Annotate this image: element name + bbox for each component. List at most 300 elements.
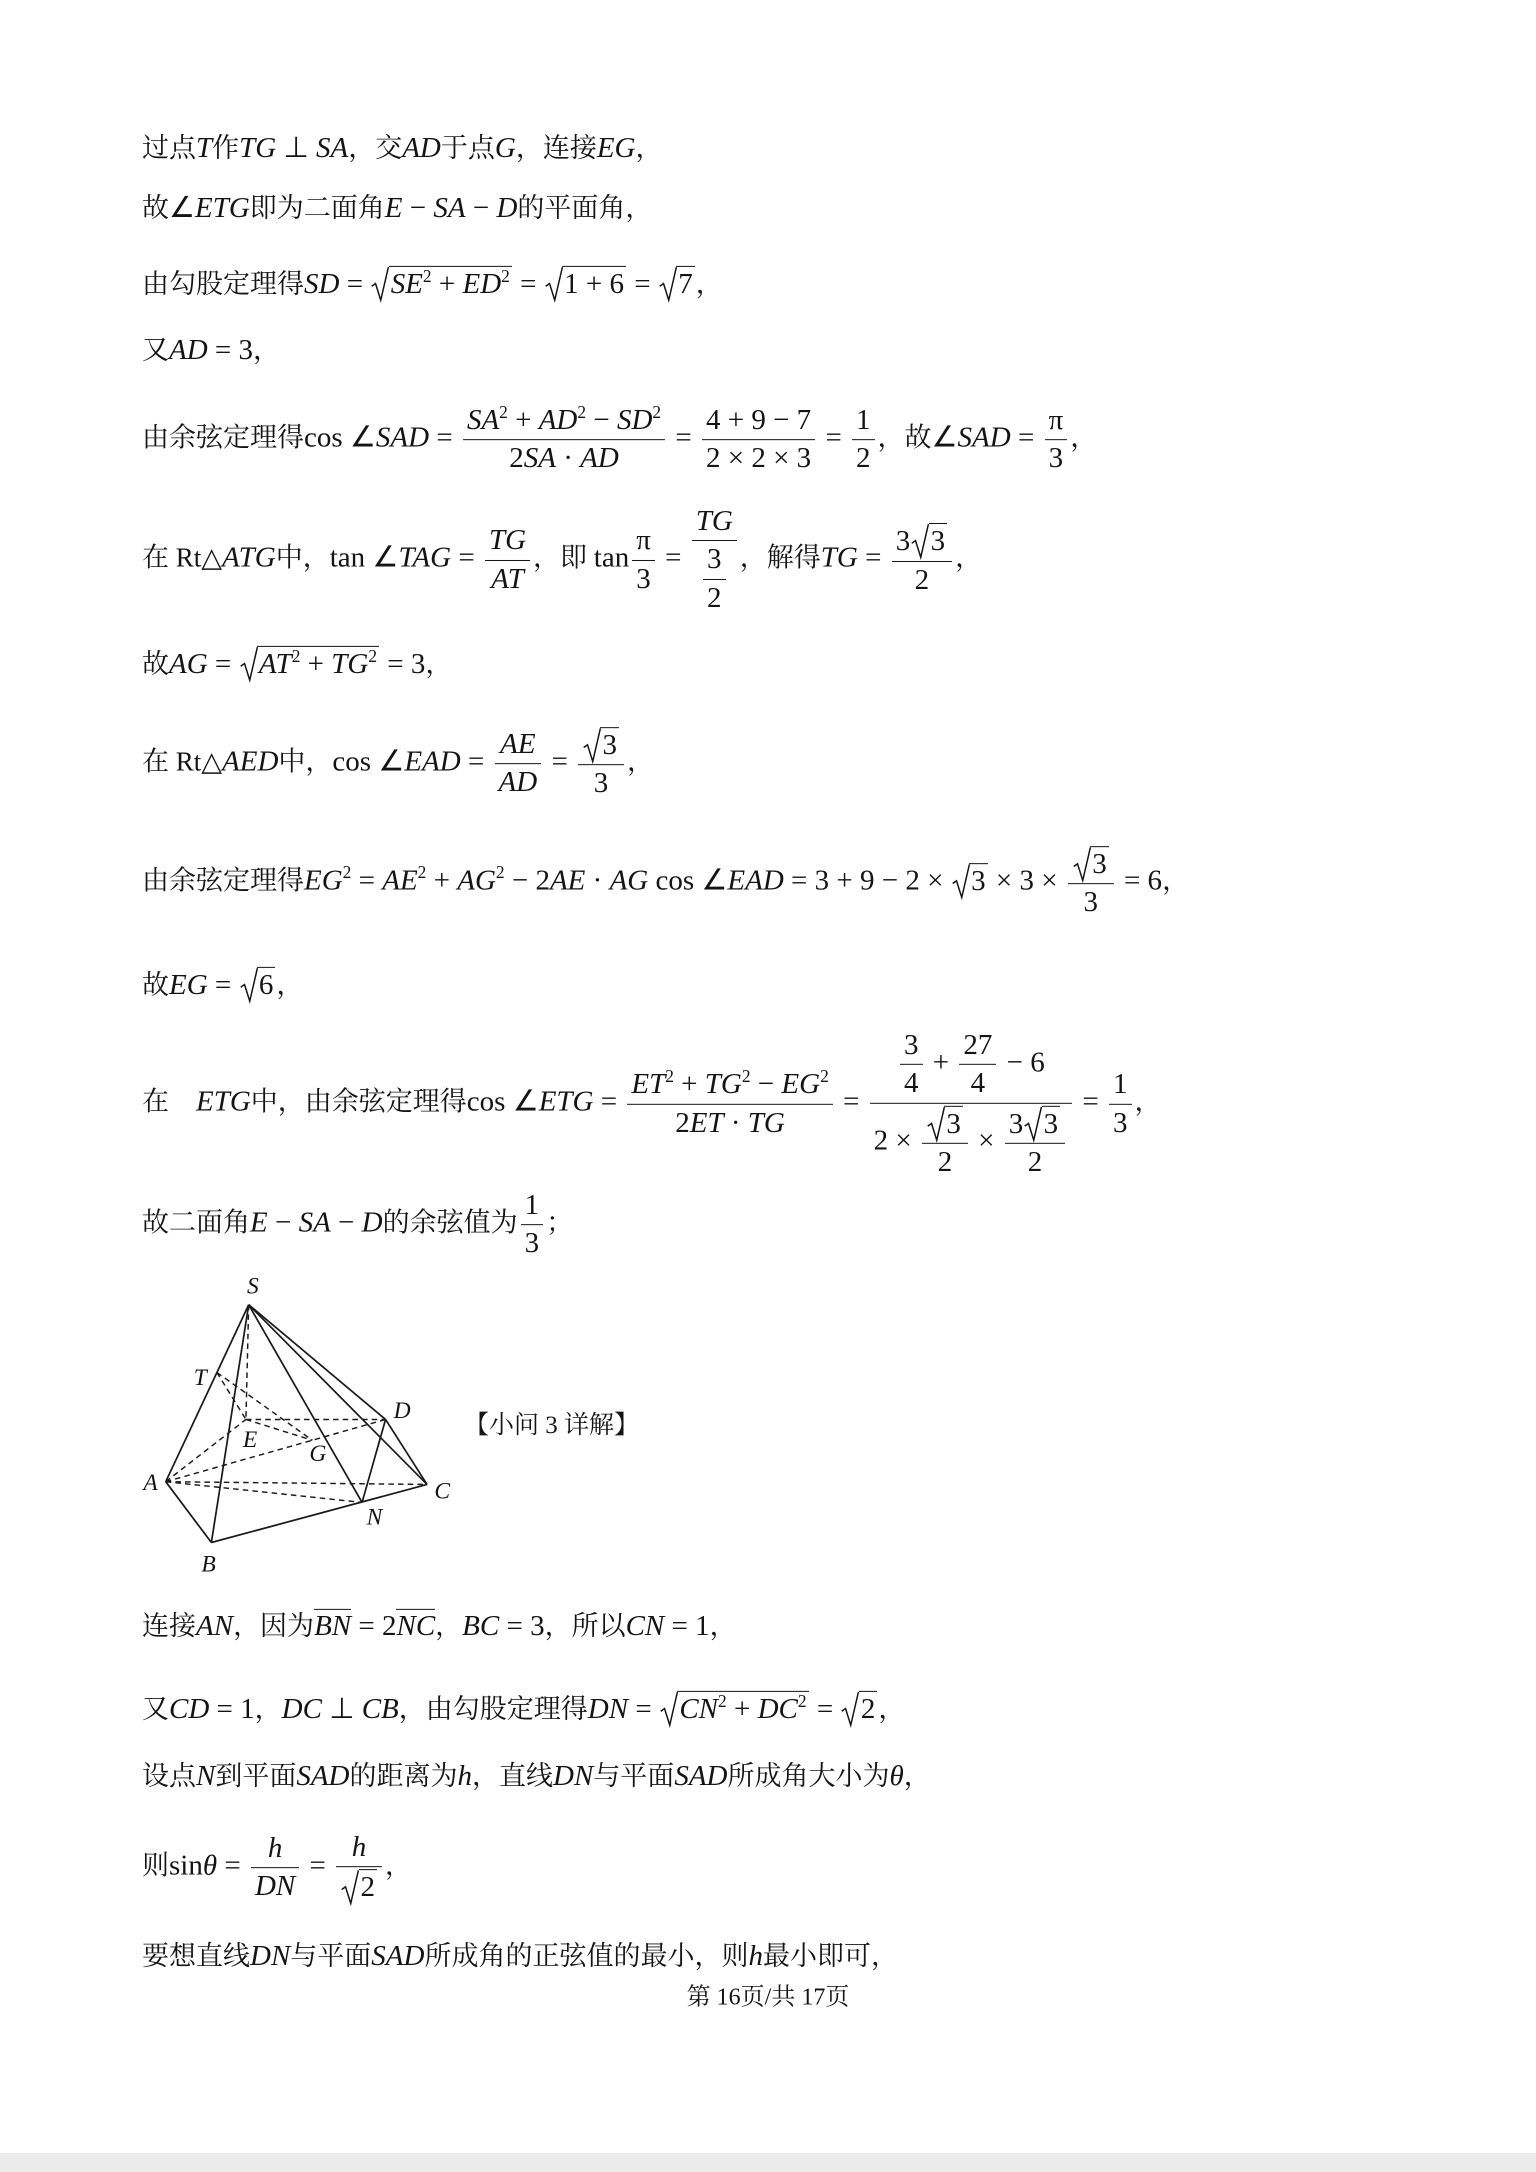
math-variable: TG bbox=[488, 524, 527, 557]
text-run: 最小即可， bbox=[762, 1940, 898, 1971]
math-superscript: 2 bbox=[342, 862, 352, 883]
math-variable: θ bbox=[202, 1849, 218, 1882]
math-symbol: − bbox=[330, 1206, 362, 1239]
edge-AN bbox=[166, 1482, 362, 1503]
math-symbol: 3 bbox=[904, 1028, 919, 1061]
radicand bbox=[969, 863, 988, 898]
math-symbol: 2 bbox=[914, 563, 930, 596]
radicand bbox=[929, 523, 948, 558]
text-run: 过点 bbox=[142, 132, 196, 163]
math-symbol: 4 bbox=[970, 1067, 986, 1100]
math-variable: TG bbox=[331, 647, 369, 680]
math-variable: D bbox=[496, 191, 518, 224]
fraction-numerator bbox=[1045, 404, 1068, 440]
edge-SA bbox=[166, 1305, 249, 1482]
math-symbol: × bbox=[970, 1124, 1002, 1156]
math-square-root bbox=[952, 863, 988, 898]
edge-AC bbox=[166, 1482, 427, 1485]
edge-SC bbox=[249, 1305, 427, 1485]
radical-sign-icon bbox=[659, 266, 676, 301]
math-fraction bbox=[852, 404, 875, 476]
fraction-numerator bbox=[703, 543, 726, 579]
math-symbol: 2 × bbox=[873, 1124, 919, 1156]
math-symbol: cos ∠ bbox=[304, 421, 376, 454]
page-footer: 第 16页/共 17页 bbox=[686, 1984, 850, 2011]
math-symbol: − bbox=[750, 1068, 782, 1101]
solution-line bbox=[142, 1831, 412, 1905]
math-symbol: = bbox=[628, 1692, 659, 1725]
math-symbol: = bbox=[809, 1692, 841, 1725]
math-variable: ETG bbox=[195, 191, 250, 224]
math-symbol: 3 bbox=[1113, 1106, 1128, 1139]
math-symbol: cos ∠ bbox=[332, 745, 405, 778]
text-run: 中， bbox=[278, 746, 333, 777]
fraction-numerator bbox=[959, 1029, 996, 1065]
text-run: 到平面 bbox=[215, 1760, 297, 1791]
math-variable: AG bbox=[609, 864, 649, 897]
bottom-scan-band bbox=[0, 2153, 1536, 2172]
math-fraction bbox=[692, 505, 737, 615]
edge-TG bbox=[217, 1372, 312, 1440]
math-superscript: 2 bbox=[368, 645, 378, 666]
math-superscript: 2 bbox=[820, 1065, 829, 1086]
math-symbol: 2 bbox=[1027, 1145, 1043, 1178]
edge-SN bbox=[249, 1305, 362, 1503]
text-run: ，所以 bbox=[544, 1610, 626, 1641]
math-variable: CN bbox=[679, 1692, 719, 1725]
math-symbol: 3 bbox=[930, 525, 946, 558]
math-symbol: 3 bbox=[524, 1227, 540, 1260]
math-square-root bbox=[371, 266, 512, 301]
radicand bbox=[859, 1691, 878, 1726]
math-superscript: 2 bbox=[652, 401, 662, 422]
solution-line bbox=[142, 646, 452, 682]
math-variable: h bbox=[748, 1939, 763, 1972]
math-symbol: = 3 bbox=[380, 647, 426, 680]
text-run: ， bbox=[435, 1610, 463, 1641]
math-symbol: = 2 bbox=[351, 1609, 397, 1642]
math-symbol: 3 bbox=[895, 525, 911, 558]
math-symbol: 1 bbox=[856, 404, 871, 437]
fraction-numerator bbox=[251, 1832, 299, 1868]
edge-SB bbox=[211, 1305, 248, 1543]
math-symbol: 3 bbox=[1048, 442, 1064, 475]
text-run: ， bbox=[709, 1610, 737, 1641]
fraction-numerator bbox=[900, 1029, 923, 1065]
math-symbol: 2 bbox=[675, 1106, 690, 1139]
radicand bbox=[562, 266, 626, 301]
math-symbol: 4 bbox=[904, 1067, 919, 1100]
radical-sign-icon bbox=[371, 266, 388, 301]
math-variable: SD bbox=[304, 267, 340, 300]
math-symbol: ⊥ bbox=[321, 1692, 362, 1725]
fraction-denominator bbox=[900, 1065, 923, 1100]
math-variable: EG bbox=[304, 864, 343, 897]
text-run: 与平面 bbox=[593, 1760, 675, 1791]
fraction-numerator bbox=[892, 523, 952, 561]
fraction-denominator bbox=[578, 766, 624, 801]
text-run: ， bbox=[878, 1693, 906, 1724]
math-symbol: × 3 × bbox=[988, 864, 1065, 897]
text-run: ，解得 bbox=[739, 542, 821, 573]
math-symbol: 1 bbox=[524, 1189, 540, 1222]
math-variable: TG bbox=[820, 541, 858, 574]
math-symbol: 2 bbox=[360, 1871, 375, 1904]
radicand bbox=[944, 1106, 963, 1141]
fraction-denominator bbox=[702, 441, 815, 476]
fraction-denominator bbox=[870, 1104, 1073, 1180]
text-run: 中，由余弦定理得 bbox=[250, 1086, 467, 1117]
pyramid-figure bbox=[138, 1266, 470, 1584]
math-variable: ET bbox=[689, 1106, 724, 1139]
math-variable: SAD bbox=[674, 1759, 728, 1792]
math-variable: h bbox=[457, 1759, 473, 1792]
math-variable: ED bbox=[462, 267, 502, 300]
text-run: 又 bbox=[142, 334, 169, 365]
math-variable: ETG bbox=[538, 1085, 594, 1118]
math-symbol: 3 bbox=[1092, 848, 1107, 881]
text-run: ， bbox=[1162, 865, 1190, 896]
solution-line bbox=[142, 727, 654, 801]
math-symbol: 6 bbox=[258, 968, 274, 1001]
edge-AE bbox=[166, 1419, 246, 1481]
math-fraction bbox=[1045, 404, 1068, 476]
math-variable: SA bbox=[298, 1206, 331, 1239]
text-run: 要想直线 bbox=[142, 1940, 250, 1971]
text-run: 连接 bbox=[142, 1610, 196, 1641]
math-symbol: = bbox=[302, 1849, 334, 1882]
math-variable: AE bbox=[382, 864, 418, 897]
math-variable: AT bbox=[258, 647, 292, 680]
radicand bbox=[359, 1870, 378, 1905]
math-symbol: = bbox=[460, 745, 492, 778]
math-vector: BN bbox=[314, 1609, 352, 1642]
math-symbol: cos ∠ bbox=[466, 1085, 539, 1118]
text-run: 故 bbox=[142, 648, 169, 679]
fraction-numerator bbox=[852, 404, 875, 440]
fraction-numerator bbox=[1005, 1106, 1065, 1144]
radicand bbox=[257, 967, 276, 1002]
fraction-numerator bbox=[336, 1831, 382, 1867]
math-variable: AE bbox=[549, 864, 586, 897]
math-fraction bbox=[578, 727, 624, 801]
math-superscript: 2 bbox=[422, 265, 432, 286]
fraction-numerator bbox=[463, 401, 665, 440]
fraction-denominator bbox=[1068, 885, 1114, 920]
math-superscript: 2 bbox=[501, 265, 510, 286]
text-run: 则 bbox=[142, 1850, 169, 1881]
radical-sign-icon bbox=[927, 1106, 944, 1141]
math-variable: DN bbox=[250, 1939, 291, 1972]
radical-sign-icon bbox=[240, 646, 257, 681]
math-variable: TAG bbox=[398, 541, 452, 574]
math-symbol: 3 bbox=[1043, 1107, 1059, 1140]
math-symbol: = 3 bbox=[499, 1609, 545, 1642]
math-symbol: ⊥ bbox=[276, 131, 316, 164]
radical-sign-icon bbox=[545, 266, 562, 301]
math-fraction bbox=[336, 1831, 382, 1905]
text-run: ， bbox=[1134, 1086, 1162, 1117]
text-run: ， bbox=[425, 648, 453, 679]
math-fraction bbox=[521, 1189, 544, 1261]
math-symbol: = bbox=[1075, 1085, 1106, 1118]
math-symbol: = bbox=[626, 267, 658, 300]
math-symbol: − bbox=[586, 404, 617, 437]
math-variable: DC bbox=[281, 1692, 322, 1725]
fraction-denominator bbox=[959, 1065, 996, 1100]
text-run: ，交 bbox=[348, 132, 403, 163]
math-symbol: = bbox=[217, 1849, 248, 1882]
math-variable: AD bbox=[169, 333, 208, 366]
math-variable: SAD bbox=[296, 1759, 350, 1792]
math-symbol: ∠ bbox=[931, 421, 958, 454]
math-variable: SAD bbox=[371, 1939, 425, 1972]
text-run: 由余弦定理得 bbox=[142, 422, 304, 453]
math-variable: E bbox=[250, 1206, 268, 1239]
text-run: 故二面角 bbox=[142, 1207, 250, 1238]
math-symbol: 3 bbox=[1008, 1107, 1024, 1140]
math-symbol: = bbox=[1010, 421, 1042, 454]
math-symbol: = bbox=[668, 421, 699, 454]
edge-AB bbox=[166, 1482, 212, 1543]
text-run: ，即 bbox=[533, 542, 594, 573]
math-fraction bbox=[1109, 1068, 1132, 1140]
math-variable: DC bbox=[757, 1692, 798, 1725]
math-square-root bbox=[927, 1106, 963, 1141]
text-run: ， bbox=[1070, 422, 1098, 453]
text-run: 的余弦值为 bbox=[382, 1207, 518, 1238]
fraction-numerator bbox=[495, 728, 542, 764]
text-run: 作 bbox=[212, 132, 240, 163]
math-variable: SE bbox=[390, 267, 423, 300]
solution-line bbox=[142, 1691, 905, 1727]
math-symbol: 2 bbox=[856, 442, 871, 475]
math-symbol: 2 bbox=[509, 442, 524, 475]
math-symbol: + bbox=[507, 404, 539, 437]
math-symbol: = 1 bbox=[664, 1609, 710, 1642]
math-square-root bbox=[341, 1870, 377, 1905]
math-symbol: tan ∠ bbox=[329, 541, 399, 574]
math-variable: T bbox=[196, 131, 213, 164]
text-run: 在 Rt△ bbox=[142, 746, 223, 777]
math-symbol: − 6 bbox=[999, 1046, 1045, 1079]
fraction-numerator bbox=[627, 1065, 832, 1104]
text-run: ， bbox=[253, 334, 281, 365]
math-superscript: 2 bbox=[797, 1690, 807, 1711]
math-square-root bbox=[841, 1691, 877, 1726]
radicand bbox=[1090, 846, 1109, 881]
math-variable: SAD bbox=[957, 421, 1011, 454]
fraction-numerator bbox=[632, 524, 655, 560]
math-symbol: 3 bbox=[946, 1107, 961, 1140]
text-run: ； bbox=[546, 1207, 574, 1238]
text-run: 与平面 bbox=[290, 1940, 372, 1971]
text-run: ， bbox=[903, 1760, 931, 1791]
text-run: 在 Rt△ bbox=[142, 542, 223, 573]
solution-line bbox=[142, 401, 1098, 476]
math-variable: AG bbox=[457, 864, 496, 897]
math-variable: AN bbox=[196, 1609, 234, 1642]
math-symbol: = bbox=[451, 541, 482, 574]
radical-sign-icon bbox=[1073, 846, 1090, 881]
math-symbol: 4 + 9 − 7 bbox=[705, 404, 812, 437]
math-symbol: = bbox=[339, 267, 371, 300]
figure-label-D: D bbox=[393, 1398, 411, 1425]
radical-sign-icon bbox=[841, 1691, 858, 1726]
math-symbol: ∠ bbox=[169, 191, 195, 224]
math-fraction bbox=[892, 523, 952, 597]
fraction-numerator bbox=[702, 404, 815, 440]
fraction-denominator bbox=[251, 1869, 299, 1904]
fraction-denominator bbox=[336, 1868, 382, 1905]
math-fraction bbox=[485, 524, 530, 596]
solution-line bbox=[142, 505, 982, 615]
fraction-denominator bbox=[495, 765, 542, 800]
math-variable: SD bbox=[616, 404, 653, 437]
fraction-denominator bbox=[922, 1144, 968, 1179]
fraction-denominator bbox=[485, 561, 530, 596]
math-fraction bbox=[463, 401, 665, 476]
section-heading: 【小问 3 详解】 bbox=[464, 1412, 640, 1439]
math-symbol: sin bbox=[169, 1849, 203, 1882]
text-run: 所成角的正弦值的最小，则 bbox=[424, 1940, 749, 1971]
math-symbol: cos ∠ bbox=[648, 864, 728, 897]
figure-label-G: G bbox=[309, 1441, 327, 1468]
text-run: 又 bbox=[142, 1693, 169, 1724]
text-run: ， bbox=[955, 542, 983, 573]
solution-line bbox=[142, 1758, 931, 1794]
math-variable: TG bbox=[747, 1106, 785, 1139]
text-run: ， bbox=[276, 969, 304, 1000]
text-run: 设点 bbox=[142, 1760, 196, 1791]
math-symbol: 3 bbox=[971, 864, 986, 897]
math-symbol: = bbox=[207, 647, 239, 680]
radical-sign-icon bbox=[583, 727, 600, 762]
text-run: 由勾股定理得 bbox=[142, 268, 304, 299]
text-run: ，故 bbox=[877, 422, 932, 453]
text-run: ，直线 bbox=[472, 1760, 554, 1791]
math-variable: SAD bbox=[375, 421, 430, 454]
solution-line bbox=[142, 1189, 573, 1261]
math-symbol: = 1 bbox=[209, 1692, 255, 1725]
math-symbol: 2 bbox=[860, 1692, 876, 1725]
math-symbol: = 6 bbox=[1116, 864, 1163, 897]
math-fraction bbox=[627, 1065, 832, 1140]
math-variable: EG bbox=[781, 1068, 821, 1101]
radicand bbox=[1042, 1106, 1061, 1141]
math-variable: DN bbox=[553, 1759, 594, 1792]
math-symbol: 1 + 6 bbox=[564, 267, 624, 300]
math-variable: AD bbox=[580, 442, 619, 475]
text-run: 故 bbox=[142, 969, 169, 1000]
fraction-denominator bbox=[1045, 441, 1068, 476]
radicand bbox=[600, 727, 619, 762]
fraction-denominator bbox=[627, 1105, 832, 1140]
math-variable: ET bbox=[631, 1068, 666, 1101]
math-variable: AD bbox=[538, 404, 578, 437]
math-symbol: + bbox=[673, 1068, 705, 1101]
math-variable: EG bbox=[596, 131, 636, 164]
text-run: 于点 bbox=[440, 132, 495, 163]
radicand bbox=[257, 646, 379, 681]
radical-sign-icon bbox=[341, 1870, 358, 1905]
math-fraction bbox=[703, 543, 726, 615]
math-symbol: 3 bbox=[602, 729, 617, 762]
math-symbol: tan bbox=[593, 541, 630, 574]
text-run: 即为二面角 bbox=[249, 192, 385, 223]
math-symbol: + bbox=[925, 1046, 957, 1079]
solution-line bbox=[142, 266, 723, 302]
math-fraction bbox=[1005, 1106, 1065, 1180]
math-superscript: 2 bbox=[417, 862, 427, 883]
math-symbol: + bbox=[426, 864, 458, 897]
radicand bbox=[389, 266, 512, 301]
math-square-root bbox=[911, 523, 947, 558]
math-symbol: = bbox=[512, 267, 544, 300]
math-symbol: 3 bbox=[707, 543, 722, 576]
text-run: ，因为 bbox=[233, 1610, 315, 1641]
math-symbol: 2 × 2 × 3 bbox=[705, 442, 812, 475]
fraction-numerator bbox=[870, 1029, 1073, 1104]
math-symbol: 3 bbox=[1083, 886, 1098, 919]
math-symbol: 2 bbox=[707, 581, 722, 614]
math-square-root bbox=[545, 266, 626, 301]
radical-sign-icon bbox=[911, 523, 928, 558]
math-variable: CN bbox=[625, 1609, 665, 1642]
text-run: 的距离为 bbox=[349, 1760, 458, 1791]
math-symbol: = bbox=[429, 421, 460, 454]
solution-line bbox=[142, 1608, 737, 1644]
text-run: 的平面角， bbox=[517, 192, 653, 223]
figure-label-E: E bbox=[242, 1427, 258, 1454]
solution-line bbox=[142, 130, 663, 166]
text-run: 在 bbox=[142, 1086, 196, 1117]
math-variable: TG bbox=[239, 131, 277, 164]
solution-line bbox=[142, 190, 652, 226]
math-symbol: + bbox=[300, 647, 332, 680]
solution-line bbox=[142, 332, 280, 368]
math-symbol: 2 bbox=[937, 1145, 953, 1178]
edge-BC bbox=[211, 1484, 427, 1542]
math-vector: NC bbox=[396, 1609, 436, 1642]
math-square-root bbox=[240, 967, 276, 1002]
math-symbol: + bbox=[431, 267, 463, 300]
math-symbol: = 3 + 9 − 2 × bbox=[783, 864, 951, 897]
math-superscript: 2 bbox=[499, 401, 508, 422]
math-variable: SA bbox=[433, 191, 466, 224]
math-variable: AD bbox=[498, 766, 538, 799]
text-run: 所成角大小为 bbox=[727, 1760, 890, 1791]
radicand bbox=[676, 266, 695, 301]
fraction-numerator bbox=[692, 505, 737, 541]
math-square-root bbox=[660, 1691, 809, 1726]
figure-label-N: N bbox=[366, 1504, 383, 1531]
math-fraction bbox=[959, 1029, 996, 1101]
fraction-numerator bbox=[521, 1189, 544, 1225]
math-symbol: 7 bbox=[678, 267, 693, 300]
math-variable: EAD bbox=[727, 864, 784, 897]
text-run: 由余弦定理得 bbox=[142, 865, 304, 896]
math-square-root bbox=[1024, 1106, 1060, 1141]
math-symbol: 27 bbox=[963, 1028, 993, 1061]
math-variable: SA bbox=[523, 442, 556, 475]
fraction-denominator bbox=[632, 561, 655, 596]
math-symbol: · bbox=[585, 864, 610, 897]
math-variable: AT bbox=[491, 562, 524, 595]
math-superscript: 2 bbox=[291, 645, 301, 666]
math-variable: DN bbox=[587, 1692, 629, 1725]
figure-label-T: T bbox=[193, 1364, 207, 1391]
